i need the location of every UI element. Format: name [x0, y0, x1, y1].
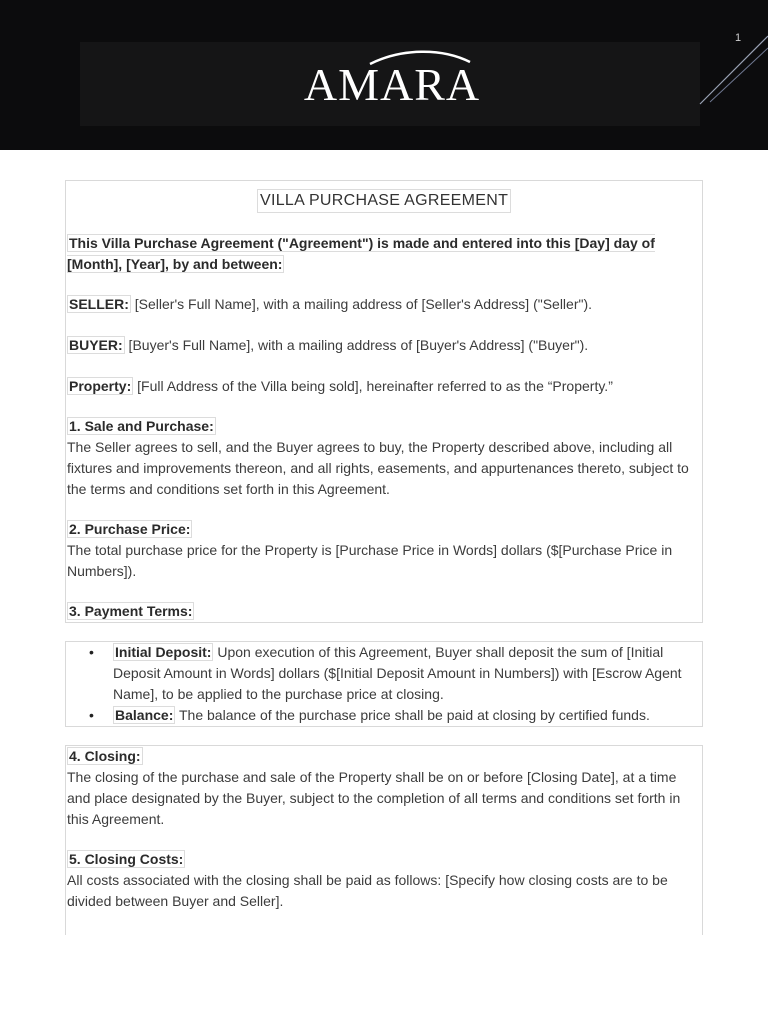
section-body: The Seller agrees to sell, and the Buyer agrees to buy, the Property described above, including all fixtures and improvements thereon, and all rights, easements, and appurtenances thereto, subject to the terms and conditions set forth in this Agreement.: [67, 439, 689, 497]
list-item: [89, 642, 699, 705]
seller-paragraph: [67, 294, 699, 315]
list-item: [89, 705, 699, 726]
bullet-icon: •: [89, 707, 94, 723]
seller-text: [Seller's Full Name], with a mailing address of [Seller's Address] ("Seller").: [130, 296, 593, 312]
buyer-label: BUYER:: [69, 337, 123, 353]
section-payment-terms: [67, 601, 699, 622]
buyer-text: [Buyer's Full Name], with a mailing address of [Buyer's Address] ("Buyer").: [124, 337, 589, 353]
section-sale-purchase: [67, 416, 699, 500]
buyer-paragraph: [67, 335, 699, 356]
section-heading: 5. Closing Costs:: [69, 851, 184, 867]
bullet-icon: •: [89, 644, 94, 660]
term-label: Initial Deposit:: [115, 644, 212, 660]
payment-terms-list: [67, 642, 699, 726]
intro-paragraph: [67, 233, 699, 275]
header-banner: [0, 0, 768, 150]
section-body: All costs associated with the closing shall be paid as follows: [Specify how closing costs are to be divided between Buyer and Seller].: [67, 872, 668, 909]
section-purchase-price: [67, 519, 699, 582]
property-label: Property:: [69, 378, 132, 394]
decorative-lines-icon: [695, 30, 768, 110]
property-paragraph: [67, 376, 699, 397]
section-closing: [67, 746, 699, 830]
section-body: The total purchase price for the Property is [Purchase Price in Words] dollars ($[Purchase Price in Numbers]).: [67, 542, 673, 579]
amara-logo: [292, 50, 492, 110]
term-text: Upon execution of this Agreement, Buyer shall deposit the sum of [Initial Deposit Amount in Words] dollars ($[Initial Deposit Amount in Numbers]) with [Escrow Agent Name], to be applied to the purchase price at closing.: [113, 644, 682, 702]
document-title: VILLA PURCHASE AGREEMENT: [257, 189, 511, 213]
page-number: 1: [735, 32, 742, 44]
term-text: The balance of the purchase price shall be paid at closing by certified funds.: [175, 707, 650, 723]
seller-label: SELLER:: [69, 296, 129, 312]
section-heading: 1. Sale and Purchase:: [69, 418, 214, 434]
section-closing-costs: [67, 849, 699, 912]
section-body: The closing of the purchase and sale of the Property shall be on or before [Closing Date], at a time and place designated by the Buyer, subject to the completion of all terms and conditions set forth in this Agreement.: [67, 769, 681, 827]
intro-text: This Villa Purchase Agreement ("Agreement") is made and entered into this [Day] day of [Month], [Year], by and between:: [67, 235, 655, 272]
property-text: [Full Address of the Villa being sold], hereinafter referred to as the “Property.”: [133, 378, 613, 394]
section-heading: 4. Closing:: [69, 748, 141, 764]
term-label: Balance:: [115, 707, 174, 723]
section-heading: 3. Payment Terms:: [69, 603, 193, 619]
logo-text: AMARA: [303, 59, 481, 110]
section-heading: 2. Purchase Price:: [69, 521, 191, 537]
